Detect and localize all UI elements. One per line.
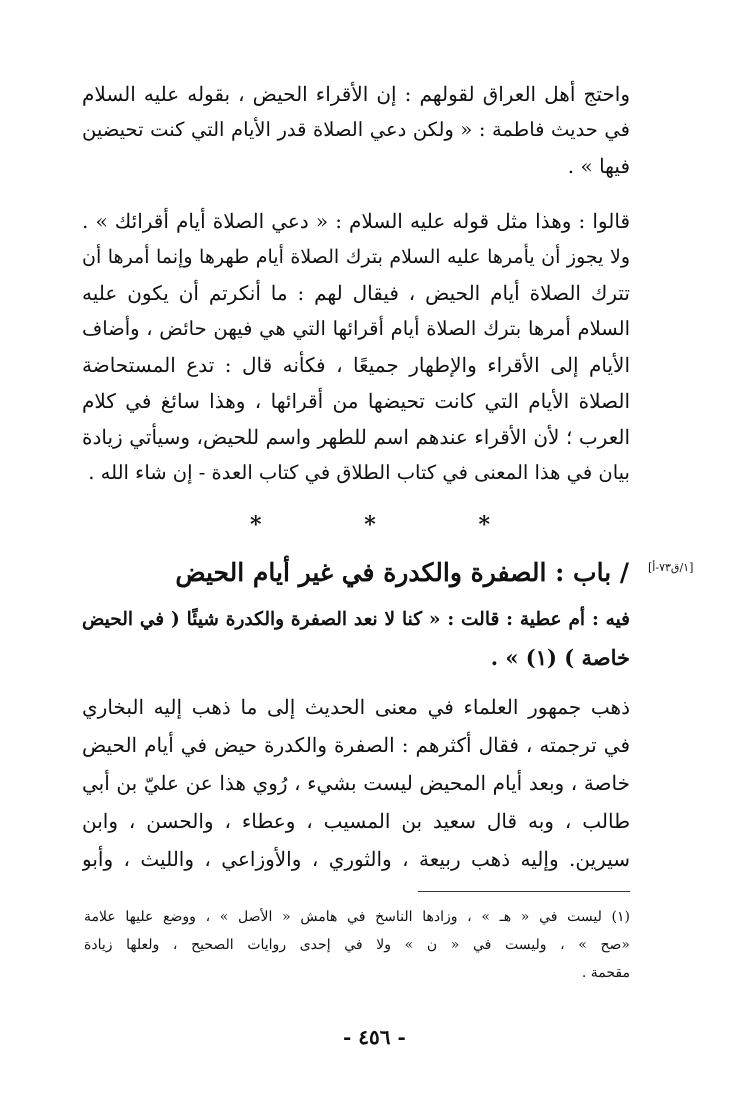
text-line: في ترجمته ، فقال أكثرهم : الصفرة والكدرة حيض في أيام الحيض [82,733,630,757]
text-line: الصلاة الأيام التي كانت تحيضها من أقرائها ، وهذا سائغ في كلام [82,389,630,413]
footnote-divider [418,891,630,892]
footnote-line: (١) ليست في « هـ » ، وزادها الناسخ في هامش « الأصل » ، ووضع عليها علامة [84,909,630,925]
hadith-text [82,601,630,677]
text-line: السلام أمرها بترك الصلاة أيام أقرائها التي هي فيهن حائض ، وأضاف [82,317,630,340]
text-line: ولا يجوز أن يأمرها عليه السلام بترك الصلاة أيام طهرها وإنما أمرها أن [82,246,630,268]
text-line: العرب ؛ لأن الأقراء عندهم اسم للطهر واسم للحيض، وسيأتي زيادة [82,425,630,449]
paragraph-1 [82,76,630,184]
page-number: - ٤٥٦ - [343,1025,406,1049]
separator-star: * [364,512,376,538]
text-line: طالب ، وبه قال سعيد بن المسيب ، وعطاء ، والحسن ، وابن [82,809,630,833]
separator-star: * [250,512,262,538]
text-line: خاصة ) (١) » . [490,645,630,670]
text-line: خاصة ، وبعد أيام المحيض ليست بشيء ، رُوي هذا عن عليّ بن أبي [82,771,630,795]
paragraph-2 [82,203,630,491]
text-line: بيان في هذا المعنى في كتاب الطلاق في كتاب العدة - إن شاء الله . [88,461,630,484]
text-line: تترك الصلاة أيام الحيض ، فيقال لهم : ما أنكرتم أن يكون عليه [82,281,630,305]
text-line: قالوا : وهذا مثل قوله عليه السلام : « دعي الصلاة أيام أقرائك » . [82,209,630,233]
footnote-line: «صح » ، وليست في « ن » ولا في إحدى روايات الصحيح ، ولعلها زيادة [84,937,630,953]
text-line: سيرين. وإليه ذهب ربيعة ، والثوري ، والأوزاعي ، والليث ، وأبو [82,847,630,871]
chapter-title: / باب : الصفرة والكدرة في غير أيام الحيض [175,558,629,587]
footnote [84,903,630,987]
text-line: الأيام إلى الأقراء والإطهار جميعًا ، فكأنه قال : تدع المستحاضة [82,353,630,377]
text-line: واحتج أهل العراق لقولهم : إن الأقراء الحيض ، بقوله عليه السلام [82,82,630,106]
paragraph-3 [82,688,630,878]
separator-star: * [478,512,490,538]
footnote-line: مقحمة . [581,965,630,981]
text-line: فيه : أم عطية : قالت : « كنا لا نعد الصفرة والكدرة شيئًا ( في الحيض [82,609,630,630]
text-line: في حديث فاطمة : « ولكن دعي الصلاة قدر الأيام التي كنت تحيضين [82,118,630,141]
text-line: ذهب جمهور العلماء في معنى الحديث إلى ما ذهب إليه البخاري [82,695,630,719]
section-separator [250,510,490,540]
manuscript-margin-reference: [١/ق٧٣-أ] [648,561,694,574]
text-line: فيها » . [567,154,630,178]
